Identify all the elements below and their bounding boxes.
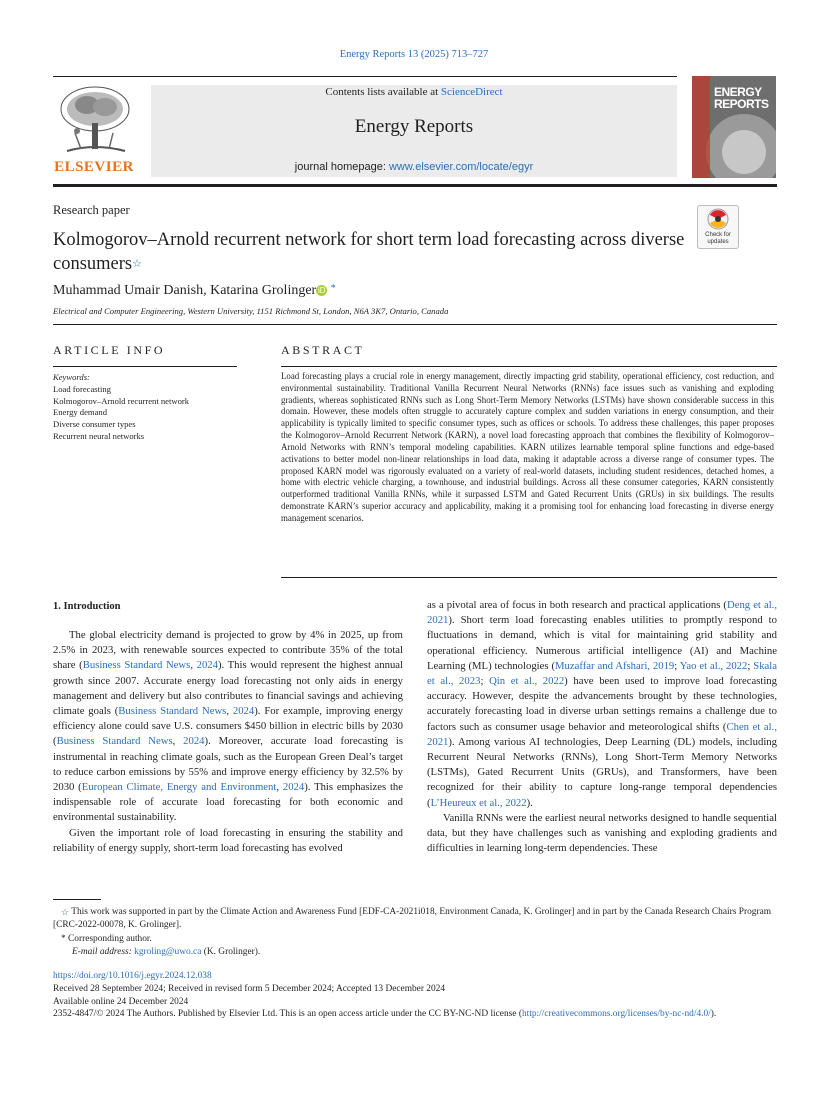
funding-footnote [53, 906, 777, 932]
citation-link[interactable]: Business Standard News [82, 659, 191, 672]
intro-paragraph-3 [427, 598, 777, 811]
corresponding-footnote-mark: * [61, 934, 66, 944]
text-run: ). This would represent the highest annual growth since 2007. Accurate energy load forecasting not only aids in energy management and delivery but also contributes to financial savings and achieving climate goals ( [53, 659, 404, 718]
corresponding-footnote [61, 933, 785, 946]
journal-reference[interactable]: Energy Reports 13 (2025) 713–727 [339, 49, 489, 60]
license-link[interactable]: http://creativecommons.org/licenses/by-nc-nd/4.0/ [521, 1009, 711, 1019]
citation-link[interactable]: Qin et al., 2022 [489, 675, 565, 688]
doi-link[interactable]: https://doi.org/10.1016/j.egyr.2024.12.038 [53, 971, 212, 981]
abstract-text: Load forecasting plays a crucial role in energy management, directly impacting grid stability, operational efficiency, cost reduction, and environmental sustainability. Traditional Vanilla Recurrent Neural Networks (RNNs) face issues such as vanishing and exploding gradients, whereas sophisticated RNNs such as Long Short-Term Memory Networks (LSTMs) have shown considerable success in this domain. However, these models often struggle to accurately capture complex and sudden variations in energy consumption, and their applicability is typically limited to specific consumer types, such as offices or schools. To address these challenges, this paper proposes the Kolmogorov–Arnold Recurrent Network (KARN), a novel load forecasting approach that combines the flexibility of Kolmogorov–Arnold Networks with RNN’s temporal modeling capabilities. KARN utilizes learnable temporal spline functions and edge-based activations to better model non-linear relationships in load data, making it adaptable across a diverse range of consumer types. The proposed KARN model was rigorously evaluated on a variety of real-world datasets, including student residences, detached homes, a home with electric vehicle charging, a townhouse, and industrial buildings. Across all these consumer categories, KARN consistently outperformed traditional Vanilla RNNs, while it surpassed LSTM and Gated Recurrent Units (GRUs) in six buildings. The results demonstrate KARN’s superior accuracy and applicability, making it a promising tool for enhancing load forecasting in diverse energy management scenarios. [281, 371, 774, 523]
article-title-text: Kolmogorov–Arnold recurrent network for short term load forecasting across diverse consumers [53, 230, 685, 274]
citation-link[interactable]: Skala et al., 2023 [427, 659, 777, 688]
citation-link[interactable]: 2024 [183, 735, 205, 748]
left-column [53, 628, 403, 856]
title-footnote-mark[interactable]: ☆ [132, 258, 142, 270]
citation-link[interactable]: 2024 [282, 781, 305, 794]
citation-link[interactable]: L’Heureux et al., 2022 [430, 796, 527, 809]
text-run: ). Moreover, accurate load forecasting is instrumental in reaching climate goals, such as the European Green Deal’s target to reduce carbon emissions by 55% and improve energy efficiency by 32.5% by 2030 ( [53, 735, 403, 794]
right-column [427, 598, 777, 856]
footnote-rule [53, 899, 101, 900]
check-updates-line2: updates [707, 238, 729, 245]
journal-cover[interactable] [692, 76, 776, 178]
email-link[interactable]: kgroling@uwo.ca [134, 947, 202, 957]
cover-title-line2: REPORTS [714, 97, 769, 111]
contents-line [151, 86, 677, 98]
intro-paragraph-1 [53, 628, 403, 826]
citation-link[interactable]: Business Standard News [118, 705, 227, 718]
email-suffix: (K. Grolinger). [203, 947, 261, 957]
funding-footnote-mark: ☆ [61, 907, 70, 917]
email-footnote [72, 946, 796, 959]
elsevier-logo[interactable] [53, 85, 135, 177]
article-title [53, 228, 693, 276]
text-run: , [276, 781, 283, 794]
check-updates-line1: Check for [705, 232, 731, 238]
text-run: , [172, 735, 184, 748]
citation-link[interactable]: Deng et al., 2021 [427, 599, 778, 627]
keyword-item: Diverse consumer types [53, 419, 136, 430]
available-online: Available online 24 December 2024 [53, 997, 189, 1007]
check-updates-icon [698, 206, 738, 232]
text-run: ). Among various AI technologies, Deep Learning (DL) models, including Recurrent Neural Networks (RNNs), Long Short-Term Memory Networks (LSTMs), Gated Recurrent Units (GRUs), and Transformers, have been recognized for their ability to capture long-range temporal dependencies ( [427, 735, 777, 809]
email-label: E-mail address: [72, 947, 132, 957]
cover-title-line1: ENERGY [714, 85, 762, 99]
citation-link[interactable]: Business Standard News [56, 735, 173, 748]
affiliation: Electrical and Computer Engineering, Western University, 1151 Richmond St, London, N6A 3K7, Ontario, Canada [53, 306, 449, 316]
text-run: ). This emphasizes the indispensable role of accurate load forecasting for both economic and environmental sustainability. [53, 781, 404, 824]
license-prefix: 2352-4847/© 2024 The Authors. Published by Elsevier Ltd. This is an open access article under the CC BY-NC-ND license ( [53, 1009, 522, 1019]
text-run: , [190, 659, 197, 672]
orcid-icon[interactable]: iD [317, 286, 326, 295]
citation-link[interactable]: European Climate, Energy and Environment [81, 781, 277, 794]
check-for-updates-badge[interactable] [697, 205, 739, 249]
elsevier-tree-icon [53, 85, 135, 157]
keywords-block [53, 372, 243, 443]
keywords-label: Keywords: [53, 372, 90, 382]
sciencedirect-link[interactable]: ScienceDirect [440, 86, 503, 98]
citation-link[interactable]: Yao et al., 2022 [679, 659, 748, 672]
homepage-link[interactable]: www.elsevier.com/locate/egyr [388, 161, 534, 173]
homepage-line [151, 161, 677, 173]
article-info-rule [53, 366, 237, 367]
text-run: ) have been used to improve load forecasting accuracy. However, despite the advancements brought by these technologies, accurately forecasting load in diverse urban settings remains a challenge due to factors such as consumer usage behavior and meteorological shifts ( [427, 675, 777, 733]
author-names[interactable]: Muhammad Umair Danish, Katarina Grolinger [53, 283, 317, 298]
intro-paragraph-2: Given the important role of load forecasting in ensuring the stability and reliability of energy supply, short-term load forecasting has evolved [53, 826, 403, 854]
keyword-item: Kolmogorov–Arnold recurrent network [53, 395, 190, 406]
text-run: ). Short term load forecasting enables utilities to promptly respond to fluctuations in demand, which is vital for maintaining grid stability and operational efficiency. Numerous artificial intelligence (AI) and Machine Learning (ML) technologies ( [427, 614, 777, 672]
intro-paragraph-4: Vanilla RNNs were the earliest neural networks designed to handle sequential data, but they have challenges such as vanishing and exploding gradients and difficulties in learning long-term dependencies. These [427, 811, 777, 855]
journal-title: Energy Reports [354, 116, 474, 137]
funding-text: This work was supported in part by the Climate Action and Awareness Fund [EDF-CA-2021i018, Environment Canada, K. Grolinger] and in part by the Canada Research Chairs Program [CRC-2022-00078, K. Grolinger]. [53, 907, 772, 931]
keyword-item: Recurrent neural networks [53, 430, 145, 441]
abstract-rule-bottom [281, 577, 777, 578]
corresponding-mark[interactable]: * [330, 283, 336, 294]
text-run: , [226, 705, 233, 718]
abstract-heading: ABSTRACT [281, 343, 365, 357]
license-suffix: ). [710, 1009, 717, 1019]
homepage-prefix: journal homepage: [294, 161, 389, 173]
text-run: The global electricity demand is projected to grow by 4% in 2025, up from 2.5% in 2023, with renewable sources expected to contribute 35% of the total share ( [53, 629, 403, 672]
keyword-item: Energy demand [53, 407, 108, 418]
text-run: ; [674, 659, 680, 672]
citation-link[interactable]: Muzaffar and Afshari, 2019 [555, 659, 675, 672]
contents-prefix: Contents lists available at [325, 86, 441, 98]
citation-link[interactable]: 2024 [196, 659, 218, 672]
text-run: ). For example, improving energy efficiency alone could save U.S. consumers $450 billion in electric bills by 2030 ( [53, 705, 404, 748]
corresponding-text: Corresponding author. [68, 934, 152, 944]
text-run: ; [747, 659, 754, 672]
abstract-rule-top [281, 366, 777, 367]
author-list [53, 283, 336, 299]
elsevier-wordmark: ELSEVIER [54, 159, 134, 175]
keyword-item: Load forecasting [53, 383, 111, 394]
masthead-top-rule [53, 76, 677, 77]
text-run: ). [526, 796, 533, 809]
header-rule [53, 324, 777, 325]
masthead-bottom-rule [53, 184, 777, 187]
article-type: Research paper [53, 203, 130, 217]
text-run: ; [480, 675, 490, 688]
license-statement [53, 1008, 777, 1021]
text-run: as a pivotal area of focus in both research and practical applications ( [427, 599, 727, 611]
section-heading-introduction: 1. Introduction [53, 601, 121, 612]
cover-title [714, 86, 769, 110]
received-dates: Received 28 September 2024; Received in revised form 5 December 2024; Accepted 13 December 2024 [53, 984, 446, 994]
citation-link[interactable]: 2024 [232, 705, 255, 718]
article-info-heading: ARTICLE INFO [53, 343, 166, 357]
citation-link[interactable]: Chen et al., 2021 [427, 720, 777, 748]
check-updates-text [698, 232, 738, 245]
